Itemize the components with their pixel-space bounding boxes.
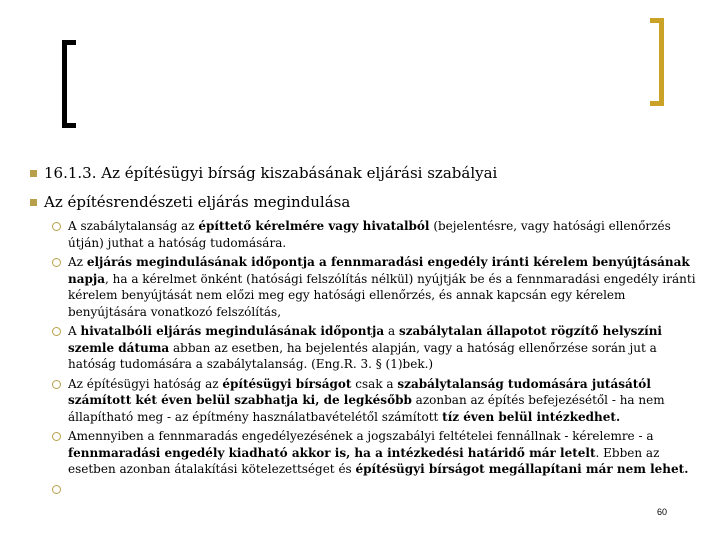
square-bullet-icon bbox=[30, 170, 37, 177]
square-bullet-icon bbox=[30, 199, 37, 206]
sub-bullet-item bbox=[52, 254, 702, 320]
circle-bullet-icon bbox=[52, 222, 61, 231]
circle-bullet-icon bbox=[52, 432, 61, 441]
page-number: 60 bbox=[657, 507, 668, 517]
heading-2-text: Az építésrendészeti eljárás megindulása bbox=[44, 193, 351, 211]
sub-bullet-text: A szabálytalanság az építtető kérelmére vagy hivatalból (bejelentésre, vagy hatósági ellenőrzés útján) juthat a hatóság tudomására. bbox=[68, 219, 671, 250]
sub-bullet-text: A hivatalbóli eljárás megindulásának időpontja a szabálytalan állapotot rögzítő helyszíni szemle dátuma abban az esetben, ha bejelentés alapján, vagy a hatóság ellenőrzése során jut a hatóság tudomására a szabálytalanság. (Eng.R. 3. § (1)bek.) bbox=[68, 324, 662, 371]
heading-item-1 bbox=[30, 163, 497, 183]
circle-bullet-icon bbox=[52, 485, 61, 494]
sub-bullet-text: Az építésügyi hatóság az építésügyi bírságot csak a szabálytalanság tudomására jutásától számított két éven belül szabhatja ki, de legkésőbb azonban az építés befejezésétől - ha nem állapítható meg - az építmény használatbavételétől számított tíz éven belül intézkedhet. bbox=[68, 376, 665, 424]
sub-bullet-list bbox=[52, 218, 702, 498]
heading-1-text: 16.1.3. Az építésügyi bírság kiszabásának eljárási szabályai bbox=[44, 164, 498, 182]
right-bracket-decoration bbox=[650, 18, 664, 106]
sub-bullet-text: Az eljárás megindulásának időpontja a fennmaradási engedély iránti kérelem benyújtásának napja, ha a kérelmet önként (hatósági felszólítás nélkül) nyújtják be és a fennmaradási engedély iránti kérelem benyújtását nem előzi meg egy hatósági ellenőrzés, és annak kapcsán egy kérelem benyújtására vonatkozó felszólítás, bbox=[68, 255, 696, 319]
circle-bullet-icon bbox=[52, 380, 61, 389]
left-bracket-decoration bbox=[62, 40, 76, 128]
sub-bullet-item bbox=[52, 428, 702, 478]
sub-bullet-text: Amennyiben a fennmaradás engedélyezésének a jogszabályi feltételei fennállnak - kérelemre - a fennmaradási engedély kiadható akkor is, ha a intézkedési határidő már letelt. Ebben az esetben azonban átalakítási kötelezettséget és építésügyi bírságot megállapítani már nem lehet. bbox=[68, 429, 689, 476]
heading-item-2 bbox=[30, 192, 350, 212]
sub-bullet-item bbox=[52, 218, 702, 251]
sub-bullet-item bbox=[52, 323, 702, 373]
circle-bullet-icon bbox=[52, 258, 61, 267]
sub-bullet-item-empty bbox=[52, 481, 702, 495]
circle-bullet-icon bbox=[52, 327, 61, 336]
sub-bullet-item bbox=[52, 376, 702, 426]
